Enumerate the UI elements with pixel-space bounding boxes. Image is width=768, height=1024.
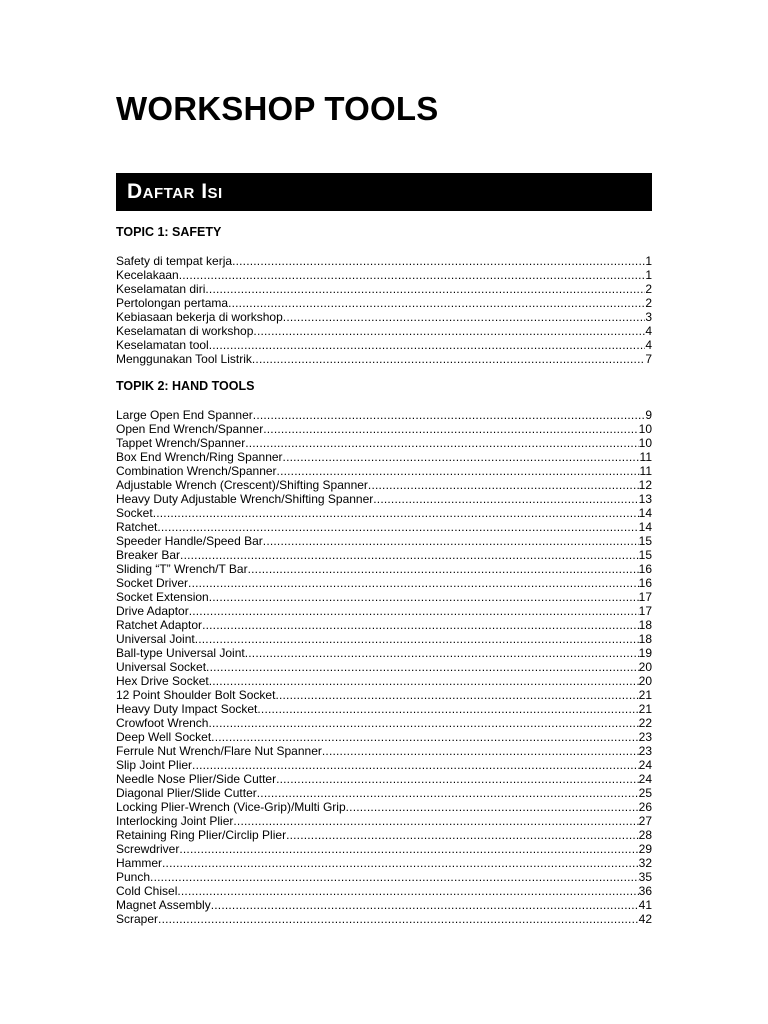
toc-leader-dots [157, 520, 638, 534]
toc-leader-dots [253, 408, 646, 422]
toc-entry-page-number: 27 [638, 814, 652, 828]
toc-entry-label: Keselamatan diri [116, 282, 206, 296]
toc-entry-label: Large Open End Spanner [116, 408, 253, 422]
toc-leader-dots [232, 254, 645, 268]
toc-entry[interactable] [116, 562, 652, 576]
toc-entry-page-number: 2 [645, 296, 652, 310]
toc-leader-dots [206, 660, 639, 674]
toc-entry-label: Breaker Bar [116, 548, 181, 562]
toc-leader-dots [322, 744, 639, 758]
toc-entry-label: Open End Wrench/Spanner [116, 422, 264, 436]
toc-entry-label: Universal Socket [116, 660, 207, 674]
toc-leader-dots [257, 786, 639, 800]
toc-leader-dots [275, 688, 638, 702]
toc-entry-label: Ferrule Nut Wrench/Flare Nut Spanner [116, 744, 322, 758]
toc-entry[interactable] [116, 716, 652, 730]
toc-entry[interactable] [116, 478, 652, 492]
toc-entry-label: Hex Drive Socket [116, 674, 209, 688]
toc-entry-page-number: 26 [638, 800, 652, 814]
toc-entry-page-number: 2 [645, 282, 652, 296]
toc-entry[interactable] [116, 254, 652, 268]
toc-leader-dots [263, 422, 638, 436]
toc-entry-label: Retaining Ring Plier/Circlip Plier [116, 828, 287, 842]
toc-entry-page-number: 14 [638, 520, 652, 534]
toc-entry[interactable] [116, 548, 652, 562]
toc-entry[interactable] [116, 912, 652, 926]
toc-entry[interactable] [116, 296, 652, 310]
toc-leader-dots [205, 282, 645, 296]
toc-entry-page-number: 7 [645, 352, 652, 366]
toc-entry[interactable] [116, 702, 652, 716]
toc-entry[interactable] [116, 674, 652, 688]
toc-entry-page-number: 14 [638, 506, 652, 520]
toc-entry[interactable] [116, 744, 652, 758]
toc-list-hand-tools [116, 408, 652, 926]
toc-entry-label: Kecelakaan [116, 268, 179, 282]
toc-leader-dots [248, 562, 639, 576]
toc-leader-dots [211, 898, 639, 912]
toc-leader-dots [245, 436, 638, 450]
toc-leader-dots [162, 856, 639, 870]
toc-entry[interactable] [116, 492, 652, 506]
toc-entry[interactable] [116, 730, 652, 744]
toc-entry-page-number: 24 [638, 758, 652, 772]
toc-entry-page-number: 11 [639, 450, 652, 464]
toc-leader-dots [192, 758, 639, 772]
toc-entry[interactable] [116, 408, 652, 422]
toc-leader-dots [257, 702, 638, 716]
toc-entry-label: Combination Wrench/Spanner [116, 464, 277, 478]
toc-entry-label: Pertolongan pertama [116, 296, 229, 310]
toc-entry[interactable] [116, 814, 652, 828]
toc-entry[interactable] [116, 464, 652, 478]
toc-entry-page-number: 35 [638, 870, 652, 884]
section-heading-hand-tools: TOPIK 2: HAND TOOLS [116, 379, 255, 393]
toc-entry[interactable] [116, 618, 652, 632]
toc-entry-label: Diagonal Plier/Slide Cutter [116, 786, 257, 800]
toc-entry[interactable] [116, 590, 652, 604]
toc-entry-page-number: 17 [638, 590, 652, 604]
toc-leader-dots [283, 450, 640, 464]
toc-entry[interactable] [116, 310, 652, 324]
toc-entry-page-number: 19 [638, 646, 652, 660]
toc-entry-label: Universal Joint [116, 632, 195, 646]
toc-leader-dots [153, 506, 639, 520]
toc-entry[interactable] [116, 884, 652, 898]
toc-leader-dots [209, 674, 639, 688]
toc-entry-label: Hammer [116, 856, 163, 870]
toc-leader-dots [180, 548, 639, 562]
toc-entry-label: Ratchet [116, 520, 158, 534]
toc-leader-dots [283, 310, 646, 324]
toc-leader-dots [208, 716, 638, 730]
toc-entry-label: Socket Extension [116, 590, 209, 604]
toc-leader-dots [211, 730, 638, 744]
toc-entry[interactable] [116, 828, 652, 842]
toc-entry-page-number: 18 [638, 632, 652, 646]
toc-entry[interactable] [116, 282, 652, 296]
toc-entry[interactable] [116, 576, 652, 590]
toc-entry-page-number: 4 [645, 324, 652, 338]
toc-entry[interactable] [116, 506, 652, 520]
toc-entry-page-number: 25 [638, 786, 652, 800]
toc-leader-dots [228, 296, 645, 310]
toc-leader-dots [252, 352, 645, 366]
toc-banner [116, 173, 652, 211]
toc-entry-page-number: 3 [645, 310, 652, 324]
toc-entry-page-number: 22 [638, 716, 652, 730]
toc-entry-label: Punch [116, 870, 151, 884]
toc-entry-page-number: 41 [638, 898, 652, 912]
toc-entry-label: Cold Chisel [116, 884, 178, 898]
toc-entry-label: Keselamatan tool [116, 338, 209, 352]
toc-entry[interactable] [116, 338, 652, 352]
toc-entry-label: Sliding “T” Wrench/T Bar [116, 562, 248, 576]
toc-entry[interactable] [116, 758, 652, 772]
toc-entry-label: Interlocking Joint Plier [116, 814, 234, 828]
toc-entry[interactable] [116, 324, 652, 338]
toc-leader-dots [368, 478, 639, 492]
toc-entry-label: Safety di tempat kerja [116, 254, 233, 268]
toc-entry[interactable] [116, 450, 652, 464]
toc-list-safety [116, 254, 652, 366]
toc-entry-page-number: 36 [638, 884, 652, 898]
toc-entry-label: Heavy Duty Adjustable Wrench/Shifting Spanner [116, 492, 374, 506]
toc-leader-dots [179, 842, 638, 856]
toc-entry-page-number: 10 [638, 422, 652, 436]
toc-entry[interactable] [116, 660, 652, 674]
toc-leader-dots [253, 324, 645, 338]
toc-leader-dots [177, 884, 638, 898]
toc-entry-label: Magnet Assembly [116, 898, 211, 912]
toc-leader-dots [263, 534, 639, 548]
toc-leader-dots [202, 618, 639, 632]
toc-leader-dots [209, 590, 639, 604]
toc-entry[interactable] [116, 534, 652, 548]
toc-leader-dots [179, 268, 646, 282]
toc-entry-label: Menggunakan Tool Listrik [116, 352, 252, 366]
toc-leader-dots [276, 772, 639, 786]
toc-entry-label: Box End Wrench/Ring Spanner [116, 450, 283, 464]
toc-entry[interactable] [116, 604, 652, 618]
toc-entry[interactable] [116, 800, 652, 814]
toc-leader-dots [150, 870, 639, 884]
toc-entry-page-number: 11 [639, 464, 652, 478]
toc-entry-label: Slip Joint Plier [116, 758, 193, 772]
toc-entry-label: Screwdriver [116, 842, 180, 856]
toc-entry-page-number: 4 [645, 338, 652, 352]
toc-entry-page-number: 21 [638, 688, 652, 702]
toc-entry-label: Keselamatan di workshop [116, 324, 254, 338]
toc-entry-label: Locking Plier-Wrench (Vice-Grip)/Multi Grip [116, 800, 346, 814]
toc-entry-page-number: 17 [638, 604, 652, 618]
toc-entry[interactable] [116, 646, 652, 660]
toc-entry-label: Scraper [116, 912, 159, 926]
toc-entry-page-number: 16 [638, 576, 652, 590]
toc-entry-label: 12 Point Shoulder Bolt Socket [116, 688, 276, 702]
toc-leader-dots [373, 492, 638, 506]
toc-entry-label: Adjustable Wrench (Crescent)/Shifting Spanner [116, 478, 368, 492]
toc-entry-label: Socket [116, 506, 153, 520]
toc-entry[interactable] [116, 520, 652, 534]
toc-entry-page-number: 18 [638, 618, 652, 632]
toc-entry[interactable] [116, 786, 652, 800]
toc-entry-page-number: 9 [645, 408, 652, 422]
toc-leader-dots [158, 912, 639, 926]
toc-entry-label: Kebiasaan bekerja di workshop [116, 310, 283, 324]
toc-entry[interactable] [116, 772, 652, 786]
toc-leader-dots [277, 464, 640, 478]
toc-entry[interactable] [116, 422, 652, 436]
toc-entry-page-number: 13 [638, 492, 652, 506]
toc-leader-dots [245, 646, 639, 660]
toc-entry-page-number: 32 [638, 856, 652, 870]
toc-entry-page-number: 16 [638, 562, 652, 576]
toc-entry-page-number: 20 [638, 660, 652, 674]
toc-leader-dots [346, 800, 639, 814]
toc-entry[interactable] [116, 898, 652, 912]
toc-entry-page-number: 23 [638, 744, 652, 758]
document-title: WORKSHOP TOOLS [116, 90, 439, 127]
toc-leader-dots [189, 604, 639, 618]
toc-entry[interactable] [116, 268, 652, 282]
toc-entry[interactable] [116, 632, 652, 646]
toc-leader-dots [209, 338, 646, 352]
toc-entry[interactable] [116, 436, 652, 450]
toc-entry-label: Tappet Wrench/Spanner [116, 436, 246, 450]
toc-entry-label: Drive Adaptor [116, 604, 189, 618]
toc-leader-dots [188, 576, 639, 590]
toc-entry-page-number: 29 [638, 842, 652, 856]
toc-heading: Daftar Isi [127, 180, 223, 203]
toc-entry-page-number: 20 [638, 674, 652, 688]
toc-entry-label: Deep Well Socket [116, 730, 212, 744]
toc-entry-label: Speeder Handle/Speed Bar [116, 534, 263, 548]
toc-entry-page-number: 1 [645, 268, 652, 282]
toc-entry-page-number: 15 [638, 548, 652, 562]
toc-entry-label: Needle Nose Plier/Side Cutter [116, 772, 277, 786]
section-heading-safety: TOPIC 1: SAFETY [116, 225, 222, 239]
toc-entry-page-number: 1 [645, 254, 652, 268]
toc-entry-page-number: 21 [638, 702, 652, 716]
toc-entry[interactable] [116, 688, 652, 702]
toc-entry-label: Ball-type Universal Joint [116, 646, 245, 660]
toc-leader-dots [195, 632, 639, 646]
toc-entry-label: Heavy Duty Impact Socket [116, 702, 258, 716]
toc-entry-page-number: 12 [638, 478, 652, 492]
toc-entry-page-number: 24 [638, 772, 652, 786]
toc-entry-label: Crowfoot Wrench [116, 716, 209, 730]
toc-entry[interactable] [116, 856, 652, 870]
toc-entry[interactable] [116, 870, 652, 884]
toc-leader-dots [233, 814, 638, 828]
toc-entry-page-number: 10 [638, 436, 652, 450]
toc-leader-dots [286, 828, 639, 842]
toc-entry[interactable] [116, 352, 652, 366]
toc-entry[interactable] [116, 842, 652, 856]
toc-entry-page-number: 42 [638, 912, 652, 926]
toc-entry-label: Ratchet Adaptor [116, 618, 203, 632]
toc-entry-page-number: 15 [638, 534, 652, 548]
toc-entry-page-number: 23 [638, 730, 652, 744]
toc-entry-label: Socket Driver [116, 576, 189, 590]
toc-entry-page-number: 28 [638, 828, 652, 842]
